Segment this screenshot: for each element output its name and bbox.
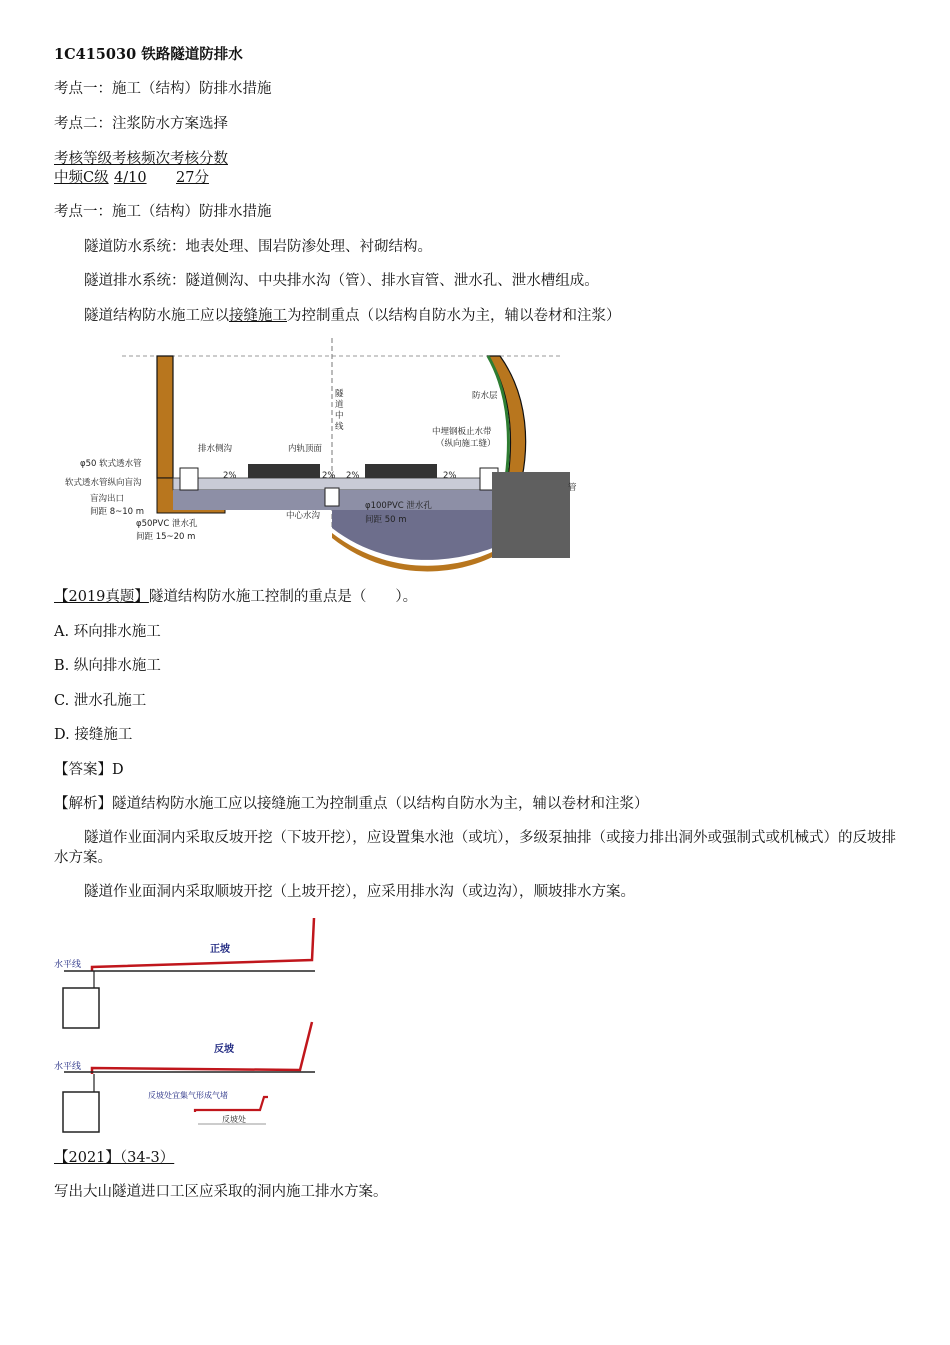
q2019-analysis: 【解析】隧道结构防水施工应以接缝施工为控制重点（以结构自防水为主，辅以卷材和注浆） — [54, 796, 649, 812]
q2021-tag: 【2021】（34-3） — [54, 1150, 175, 1166]
label-outlet-spacing: 间距 8~10 m — [90, 507, 145, 517]
tunnel-drainage-diagram — [60, 338, 590, 578]
reverse-horizon-label: 水平线 — [54, 1062, 82, 1072]
label-stop-band: 中埋钢板止水带 — [432, 427, 492, 437]
structure-key: 接缝施工 — [229, 308, 287, 324]
structure-pre: 隧道结构防水施工应以 — [84, 308, 229, 324]
label-soft-pipe: 软式透水管纵向盲沟 — [65, 478, 142, 488]
gas-lock-note: 反坡处宜集气形成气堵 — [148, 1091, 228, 1100]
track-bed — [173, 490, 508, 510]
structure-post: 为控制重点（以结构自防水为主，辅以卷材和注浆） — [287, 308, 621, 324]
table-header: 考核等级考核频次考核分数 — [54, 151, 228, 167]
label-side-ditch: 排水侧沟 — [198, 444, 233, 454]
q2019-option-d: D. 接缝施工 — [54, 727, 133, 743]
slope-2: 2% — [322, 471, 336, 481]
left-rail-block — [248, 464, 320, 478]
q2019-option-a: A. 环向排水施工 — [54, 624, 161, 640]
q2019-stem-text: 隧道结构防水施工控制的重点是（ ）。 — [148, 589, 418, 605]
label-center-ditch: 中心水沟 — [286, 511, 321, 521]
q2021-question: 写出大山隧道进口工区应采取的洞内施工排水方案。 — [54, 1184, 388, 1200]
center-label-1: 隧 — [335, 389, 344, 399]
label-hole100: φ100PVC 泄水孔 — [365, 501, 432, 511]
left-lining — [157, 356, 173, 478]
slope-drainage-diagram — [50, 912, 330, 1137]
label-pipe-tail: 管 — [568, 483, 577, 493]
label-hole100-spacing: 间距 50 m — [365, 515, 407, 525]
forward-slope-red-line — [92, 918, 314, 971]
label-stop-band-sub: （纵向施工缝） — [436, 439, 496, 449]
forward-slope-paragraph: 隧道作业面洞内采取顺坡开挖（上坡开挖），应采用排水沟（或边沟），顺坡排水方案。 — [84, 884, 635, 900]
structure-sentence — [84, 307, 621, 325]
point1-line: 考点一：施工（结构）防排水措施 — [54, 81, 272, 97]
q2019-tag: 【2019真题】 — [54, 589, 149, 605]
q2019-option-c: C. 泄水孔施工 — [54, 693, 147, 709]
center-ditch-box — [325, 488, 339, 506]
point2-line: 考点二：注浆防水方案选择 — [54, 116, 228, 132]
slope-3: 2% — [346, 471, 360, 481]
label-pipe50: φ50 软式透水管 — [80, 459, 142, 469]
waterproof-system: 隧道防水系统：地表处理、围岩防渗处理、衬砌结构。 — [84, 239, 432, 255]
reverse-slope-red-line — [92, 1022, 312, 1074]
redaction-block — [492, 472, 570, 558]
label-outlet: 盲沟出口 — [90, 494, 125, 504]
reverse-sump-box — [63, 1092, 99, 1132]
reverse-slope-paragraph: 隧道作业面洞内采取反坡开挖（下坡开挖），应设置集水池（或坑），多级泵抽排（或接力排出洞外或强制式或机械式）的反坡排水方案。 — [54, 830, 896, 866]
right-rail-block — [365, 464, 437, 478]
table-score: 27分 — [176, 170, 209, 186]
label-waterproof-layer: 防水层 — [472, 391, 498, 401]
reverse-slope-label: 反坡 — [214, 1044, 234, 1055]
section-title: 1C415030 铁路隧道防排水 — [54, 46, 243, 63]
label-hole50: φ50PVC 泄水孔 — [136, 519, 198, 529]
center-label-2: 道 — [335, 400, 344, 410]
reverse-spot-label: 反坡处 — [222, 1115, 246, 1124]
forward-slope-label: 正坡 — [210, 944, 230, 955]
forward-horizon-label: 水平线 — [54, 960, 82, 970]
label-hole50-spacing: 间距 15~20 m — [136, 532, 196, 542]
left-side-ditch — [180, 468, 198, 490]
center-label-4: 线 — [335, 422, 344, 432]
slope-1: 2% — [223, 471, 237, 481]
forward-sump-box — [63, 988, 99, 1028]
point1-heading: 考点一：施工（结构）防排水措施 — [54, 204, 272, 220]
q2019-option-b: B. 纵向排水施工 — [54, 658, 161, 674]
table-level: 中频C级 — [54, 170, 109, 186]
label-rail-top: 内轨顶面 — [288, 444, 323, 454]
center-label-3: 中 — [335, 411, 344, 421]
table-freq: 4/10 — [114, 170, 147, 186]
q2019-answer: 【答案】D — [54, 762, 124, 778]
slope-4: 2% — [443, 471, 457, 481]
q2019-stem — [54, 588, 417, 606]
drainage-system: 隧道排水系统：隧道侧沟、中央排水沟（管）、排水盲管、泄水孔、泄水槽组成。 — [84, 273, 599, 289]
